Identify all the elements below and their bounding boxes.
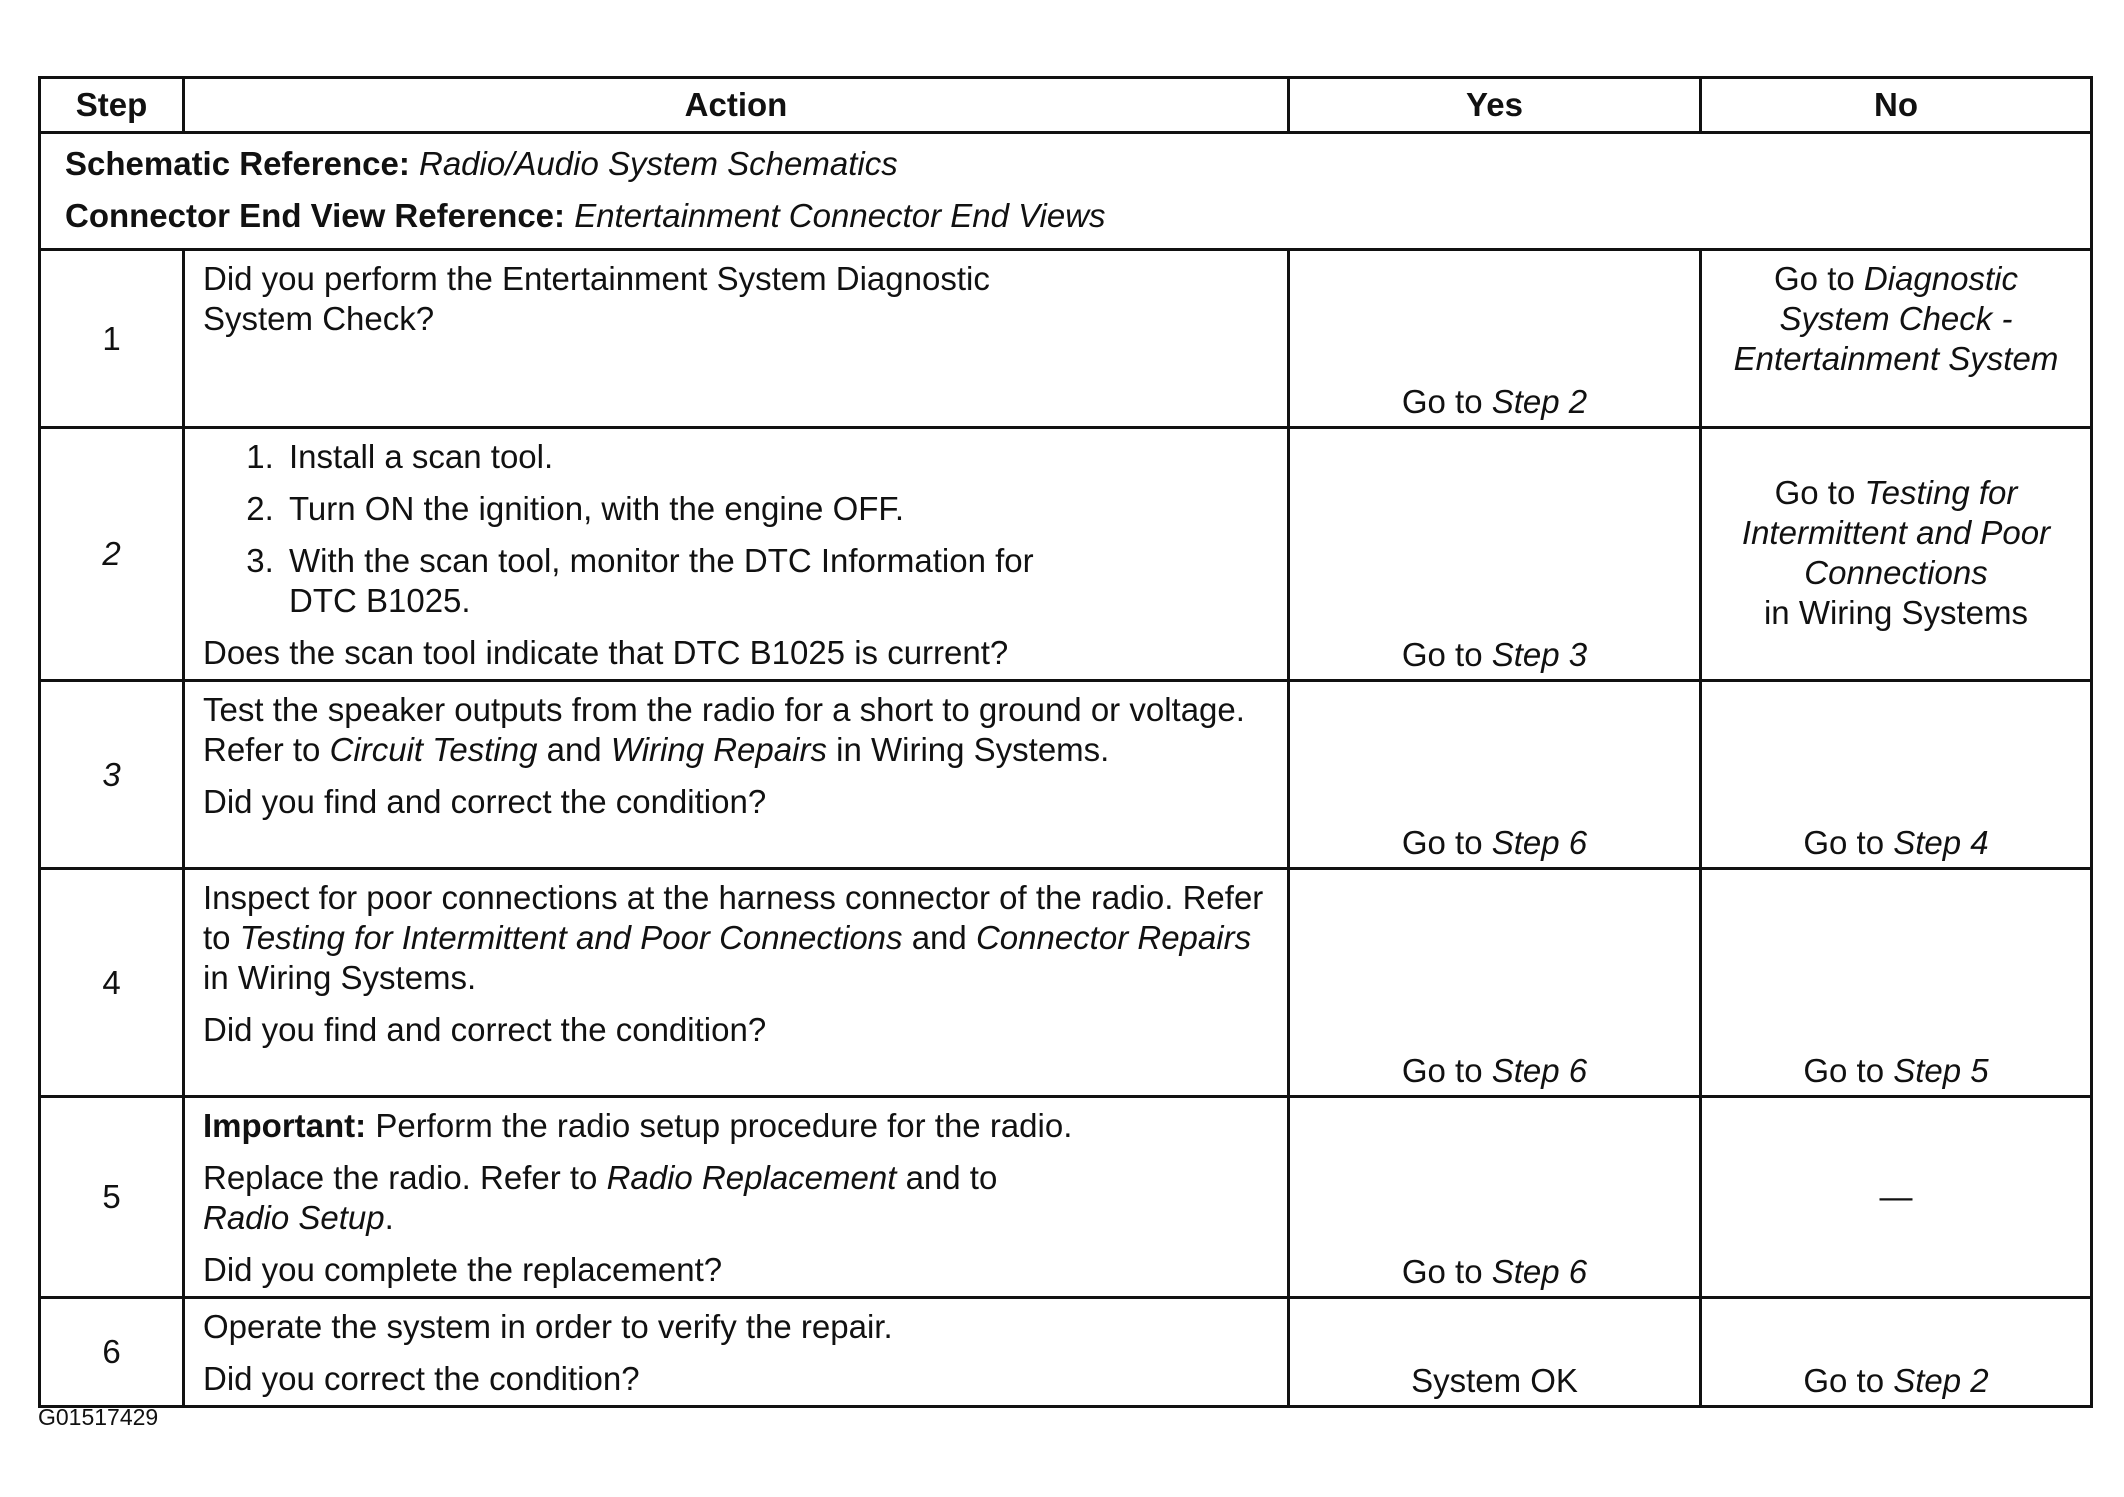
testing-intermittent-link[interactable]: Testing for Intermittent and Poor Connections	[239, 919, 903, 956]
reference-cell	[40, 133, 2092, 250]
no-prefix: Go to	[1803, 824, 1894, 861]
header-action: Action	[184, 78, 1289, 133]
yes-text: System OK	[1411, 1362, 1578, 1399]
action-cell	[184, 428, 1289, 681]
radio-setup-link[interactable]: Radio Setup	[203, 1199, 385, 1236]
schematic-reference-link[interactable]: Radio/Audio System Schematics	[419, 145, 898, 182]
step-row-1	[40, 250, 2092, 428]
action-text	[203, 878, 1269, 998]
connector-reference-link[interactable]: Entertainment Connector End Views	[574, 197, 1106, 234]
yes-link[interactable]: Step 3	[1491, 636, 1588, 673]
no-cell	[1701, 869, 2092, 1097]
procedure-list	[203, 437, 1269, 621]
action-text-part: in Wiring Systems.	[826, 731, 1110, 768]
connector-reference	[65, 190, 2066, 242]
circuit-testing-link[interactable]: Circuit Testing	[329, 731, 538, 768]
important-label: Important:	[203, 1107, 367, 1144]
action-text-part: in Wiring Systems.	[203, 959, 477, 996]
schematic-reference-label: Schematic Reference:	[65, 145, 410, 182]
question-text: Did you find and correct the condition?	[203, 783, 767, 820]
reference-row	[40, 133, 2092, 250]
no-cell	[1701, 1097, 2092, 1298]
no-link[interactable]: Step 5	[1893, 1052, 1989, 1089]
header-row	[40, 78, 2092, 133]
important-note	[203, 1106, 1269, 1146]
header-yes: Yes	[1289, 78, 1701, 133]
no-prefix: Go to	[1803, 1052, 1894, 1089]
yes-link[interactable]: Step 2	[1491, 383, 1588, 420]
question-text: Did you find and correct the condition?	[203, 1011, 767, 1048]
no-cell	[1701, 681, 2092, 869]
action-text-part: Replace the radio. Refer to	[203, 1159, 607, 1196]
action-text-part: and	[537, 731, 611, 768]
step-row-2	[40, 428, 2092, 681]
connector-repairs-link[interactable]: Connector Repairs	[975, 919, 1252, 956]
no-prefix: Go to	[1774, 474, 1865, 511]
yes-link[interactable]: Step 6	[1491, 824, 1588, 861]
step-number: 2	[40, 428, 184, 681]
step-row-6	[40, 1298, 2092, 1407]
step-number: 6	[40, 1298, 184, 1407]
step-number: 5	[40, 1097, 184, 1298]
no-link[interactable]: Testing for Intermittent and Poor Connections	[1741, 474, 2051, 591]
step-row-4	[40, 869, 2092, 1097]
no-cell	[1701, 250, 2092, 428]
action-cell	[184, 1298, 1289, 1407]
procedure-item: 2. Turn ON the ignition, with the engine OFF.	[283, 489, 1269, 529]
no-cell	[1701, 428, 2092, 681]
step-row-5	[40, 1097, 2092, 1298]
diagnostic-table	[38, 76, 2093, 1408]
no-cell	[1701, 1298, 2092, 1407]
yes-cell	[1289, 250, 1701, 428]
yes-cell	[1289, 1097, 1701, 1298]
action-cell	[184, 681, 1289, 869]
yes-link[interactable]: Step 6	[1491, 1052, 1588, 1089]
no-suffix: in Wiring Systems	[1763, 594, 2029, 631]
action-text-part: and	[902, 919, 976, 956]
schematic-reference	[65, 138, 2066, 190]
yes-cell	[1289, 1298, 1701, 1407]
step-number: 1	[40, 250, 184, 428]
connector-reference-label: Connector End View Reference:	[65, 197, 566, 234]
header-no: No	[1701, 78, 2092, 133]
wiring-repairs-link[interactable]: Wiring Repairs	[610, 731, 827, 768]
action-text-part: .	[384, 1199, 394, 1236]
action-text-part: Test the speaker outputs from the radio for a short to ground or voltage. Refer to	[203, 691, 1245, 768]
action-cell	[184, 869, 1289, 1097]
step-number: 4	[40, 869, 184, 1097]
no-link[interactable]: Step 2	[1893, 1362, 1989, 1399]
yes-prefix: Go to	[1401, 824, 1492, 861]
action-cell	[184, 250, 1289, 428]
yes-cell	[1289, 869, 1701, 1097]
header-step: Step	[40, 78, 184, 133]
question-text: Does the scan tool indicate that DTC B1025 is current?	[203, 634, 1009, 671]
step-row-3	[40, 681, 2092, 869]
no-link[interactable]: Diagnostic System Check - Entertainment System	[1733, 260, 2059, 377]
yes-cell	[1289, 428, 1701, 681]
action-text: Did you perform the Entertainment System Diagnostic System Check?	[203, 260, 990, 337]
step-number: 3	[40, 681, 184, 869]
radio-replacement-link[interactable]: Radio Replacement	[606, 1159, 897, 1196]
action-text-part: Inspect for poor connections at the harness connector of the radio. Refer to	[203, 879, 1264, 956]
action-cell	[184, 1097, 1289, 1298]
no-prefix: Go to	[1774, 260, 1864, 297]
procedure-item: 1. Install a scan tool.	[283, 437, 1269, 477]
question-text: Did you complete the replacement?	[203, 1251, 723, 1288]
yes-prefix: Go to	[1401, 1253, 1492, 1290]
no-prefix: Go to	[1803, 1362, 1894, 1399]
action-text	[203, 1158, 1003, 1238]
question-text: Did you correct the condition?	[203, 1360, 640, 1397]
yes-prefix: Go to	[1401, 636, 1492, 673]
no-dash: —	[1879, 1178, 1913, 1215]
yes-prefix: Go to	[1401, 1052, 1492, 1089]
important-text: Perform the radio setup procedure for the radio.	[366, 1107, 1073, 1144]
procedure-item: 3. With the scan tool, monitor the DTC Information for DTC B1025.	[283, 541, 1109, 621]
action-text-part: and to	[896, 1159, 998, 1196]
yes-cell	[1289, 681, 1701, 869]
figure-id: G01517429	[38, 1404, 159, 1430]
yes-link[interactable]: Step 6	[1491, 1253, 1588, 1290]
action-text: Operate the system in order to verify the repair.	[203, 1308, 893, 1345]
action-text	[203, 690, 1263, 770]
yes-prefix: Go to	[1401, 383, 1492, 420]
no-link[interactable]: Step 4	[1893, 824, 1989, 861]
